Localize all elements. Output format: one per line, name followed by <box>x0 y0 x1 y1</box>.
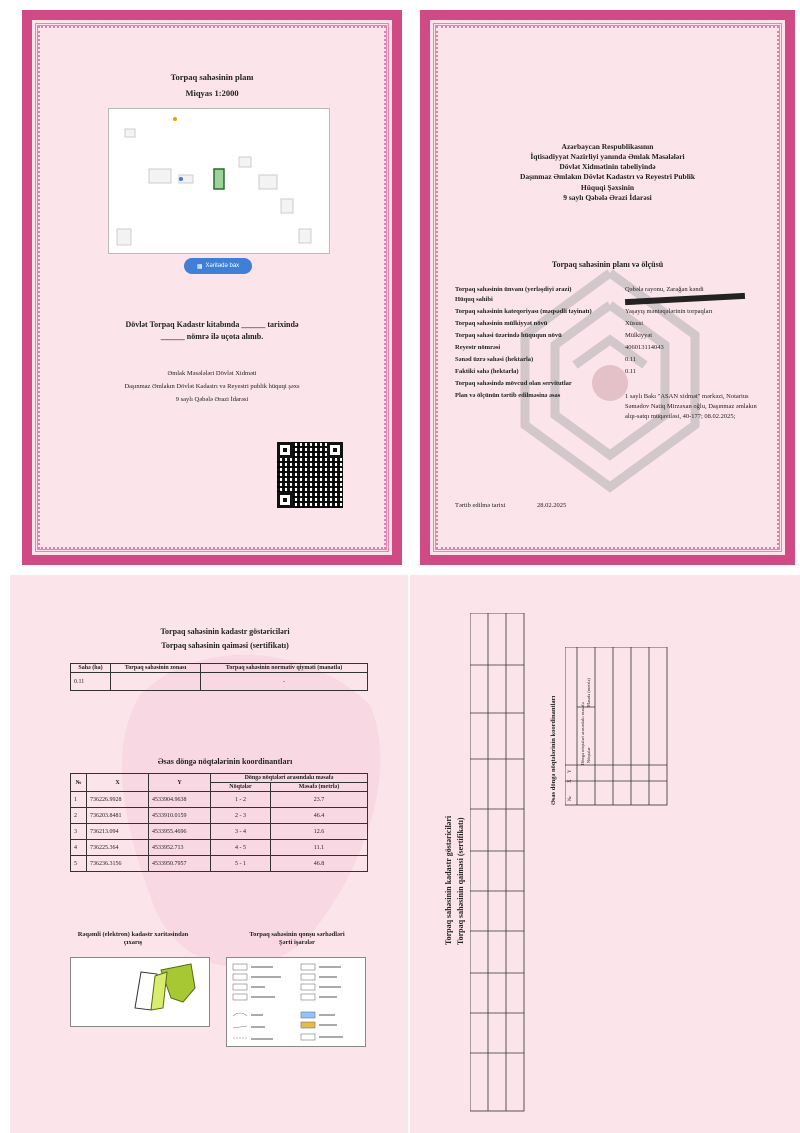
field-label: Torpaq sahəsinin kateqoriyası (məqsədli təyinatı) <box>455 308 592 315</box>
cell: 736213.094 <box>87 824 149 840</box>
cell: 2 - 3 <box>211 808 271 824</box>
certificate-page-plan <box>22 10 402 565</box>
org-line-2: Daşınmaz Əmlakın Dövlət Kadastrı və Reyestri publik hüquqi şəxs <box>124 383 300 390</box>
cell: 4533910.0159 <box>149 808 211 824</box>
field-value: 1 saylı Bakı "ASAN xidmət" mərkəzi, Notarius Səmədov Natiq Mirzəxan oğlu, Daşınmaz əmlakın alqı-satqı müqaviləsi, 40-177; 08.02.2025; <box>625 393 757 420</box>
section-title: Torpaq sahəsinin planı və ölçüsü <box>551 260 664 269</box>
extract-title <box>58 931 208 948</box>
right-table-header-y: Y <box>568 769 573 773</box>
neighbors-title-line: Torpaq sahəsinin qonşu sərhədləri <box>249 931 345 938</box>
rotated-title-1: Torpaq sahəsinin kadastr göstəriciləri <box>444 815 453 945</box>
certificate-page-info <box>420 10 795 565</box>
field-label: Torpaq sahəsi üzərində hüququn növü <box>455 332 562 339</box>
col-distance: Döngə nöqtələri arasındakı məsafə <box>211 774 368 783</box>
certificate-page-rotated <box>410 575 800 1133</box>
area-table <box>70 663 368 691</box>
field-row <box>455 308 765 315</box>
col-x: X <box>87 774 149 792</box>
area-value: 0.11 <box>71 673 111 691</box>
cadastral-map[interactable] <box>108 108 330 254</box>
col-y: Y <box>149 774 211 792</box>
col-metres: Məsafə (metrlə) <box>270 783 367 792</box>
cell: 11.1 <box>270 840 367 856</box>
field-value: 406013114043 <box>625 344 664 351</box>
scale-label: Miqyas 1:2000 <box>185 88 239 98</box>
registry-line-1: Dövlət Torpaq Kadastr kitabında ______ tarixində <box>125 320 299 329</box>
cell: 736225.364 <box>87 840 149 856</box>
header-line: Azərbaycan Respublikasının <box>561 142 654 151</box>
field-label: Plan və ölçünün tərtib edilməsinə əsas <box>455 392 561 399</box>
cell: 46.4 <box>270 808 367 824</box>
zone-value <box>111 673 201 691</box>
field-value: 0.11 <box>625 356 637 363</box>
cell: 4 <box>71 840 87 856</box>
rotated-title-2: Torpaq sahəsinin qaiməsi (sertifikatı) <box>456 817 465 945</box>
certificate-title: Torpaq sahəsinin qaiməsi (sertifikatı) <box>161 641 289 650</box>
date-label: Tərtib edilmə tarixi <box>455 502 506 509</box>
org-line-3: 9 saylı Qəbələ Ərazi İdarəsi <box>175 396 249 403</box>
cell: 1 - 2 <box>211 792 271 808</box>
field-row <box>455 332 765 339</box>
table-row <box>71 856 368 872</box>
cell: 23.7 <box>270 792 367 808</box>
neighbors-title <box>222 931 372 948</box>
field-value: Yaşayış məntəqələrinin torpaqları <box>625 308 713 315</box>
field-row <box>455 368 765 375</box>
rotated-register-table <box>470 613 526 1113</box>
registry-line-2: ______ nömrə ilə uçota alınıb. <box>160 332 264 341</box>
field-row <box>455 286 765 293</box>
cell: 3 <box>71 824 87 840</box>
cell: 46.8 <box>270 856 367 872</box>
right-table-header-distance: Döngə nöqtələri arasındakı məsafə <box>580 702 585 765</box>
header-line: İqtisadiyyat Nazirliyi yanında Əmlak Məsələləri <box>530 152 685 162</box>
issuer-header <box>420 142 795 203</box>
field-label: Torpaq sahəsinin ünvanı (yerləşdiyi ərazi) <box>455 286 572 293</box>
area-header: Sahə (ha) <box>71 664 111 673</box>
extract-map <box>70 957 210 1027</box>
cell: 12.6 <box>270 824 367 840</box>
field-row <box>455 296 765 304</box>
cell: 736203.8481 <box>87 808 149 824</box>
right-table-header-x: X <box>568 779 573 783</box>
org-line-1: Əmlak Məsələləri Dövlət Xidməti <box>167 370 257 377</box>
col-no: № <box>71 774 87 792</box>
cell: 5 - 1 <box>211 856 271 872</box>
view-on-map-label: Xəritədə bax <box>205 263 240 269</box>
certificate-page-cadastre <box>10 575 408 1133</box>
right-table-header-metres: Məsafə (metrlə) <box>586 678 591 707</box>
field-label: Torpaq sahəsində mövcud olan servitutlar <box>455 380 572 387</box>
legend-box <box>226 957 366 1047</box>
field-value: Xüsusi <box>625 320 644 327</box>
right-table-title: Əsas döngə nöqtələrinin koordinantları <box>550 695 557 805</box>
price-value: - <box>201 673 368 691</box>
field-row <box>455 320 765 327</box>
price-header: Torpaq sahəsinin normativ qiyməti (manatla) <box>201 664 368 673</box>
field-value <box>625 380 765 387</box>
extract-title-line: Rəqəmli (elektron) kadastr xəritəsindən <box>77 931 189 938</box>
cell: 4533952.713 <box>149 840 211 856</box>
cell: 2 <box>71 808 87 824</box>
field-label: Sənəd üzrə sahəsi (hektarla) <box>455 356 534 363</box>
field-value: Qəbələ rayonu, Zarağan kəndi <box>625 286 704 293</box>
table-row <box>71 824 368 840</box>
table-row <box>71 808 368 824</box>
header-line: Dövlət Xidmətinin tabeliyində <box>559 162 656 172</box>
field-value: 0.11 <box>625 368 637 375</box>
legend-title: Şərti işarələr <box>279 939 315 947</box>
coordinates-table <box>70 773 368 872</box>
field-label: Torpaq sahəsinin mülkiyyət növü <box>455 320 548 327</box>
map-parcels <box>109 109 331 255</box>
table-row <box>71 840 368 856</box>
cell: 736236.3156 <box>87 856 149 872</box>
col-points: Nöqtələr <box>211 783 271 792</box>
field-row <box>455 392 760 421</box>
cell: 5 <box>71 856 87 872</box>
qr-code <box>277 442 343 508</box>
right-table-header-no: № <box>568 796 573 801</box>
field-row <box>455 344 765 351</box>
view-on-map-button[interactable] <box>184 258 252 274</box>
header-line: 9 saylı Qəbələ Ərazi İdarəsi <box>563 192 652 202</box>
cell: 1 <box>71 792 87 808</box>
subject-parcel <box>214 169 224 189</box>
header-line: Daşınmaz Əmlakın Dövlət Kadastrı və Reyestri Publik <box>519 172 696 182</box>
cell: 3 - 4 <box>211 824 271 840</box>
date-row <box>455 502 566 509</box>
cadastre-title: Torpaq sahəsinin kadastr göstəriciləri <box>160 627 290 636</box>
field-row <box>455 380 765 387</box>
cell: 4533904.9638 <box>149 792 211 808</box>
extract-title-line: çıxarış <box>123 939 143 947</box>
cell: 4533950.7957 <box>149 856 211 872</box>
date-value: 28.02.2025 <box>537 502 567 509</box>
coordinates-title: Əsas döngə nöqtələrinin koordinantları <box>157 757 293 766</box>
field-label: Reyestr nömrəsi <box>455 344 501 351</box>
redacted-owner <box>625 296 765 304</box>
cell: 736226.9928 <box>87 792 149 808</box>
plan-title: Torpaq sahəsinin planı <box>170 72 254 82</box>
field-label: Hüquq sahibi <box>455 296 493 303</box>
field-row <box>455 356 765 363</box>
cell: 4533955.4696 <box>149 824 211 840</box>
cell: 4 - 5 <box>211 840 271 856</box>
field-label: Faktiki sahə (hektarla) <box>455 368 519 375</box>
table-row <box>71 792 368 808</box>
zone-header: Torpaq sahəsinin zonası <box>111 664 201 673</box>
header-line: Hüquqi Şəxsinin <box>580 182 635 192</box>
right-table-header-points: Nöqtələr <box>586 747 591 763</box>
field-value: Mülkiyyət <box>625 332 653 339</box>
map-icon: ▦ <box>196 263 203 270</box>
